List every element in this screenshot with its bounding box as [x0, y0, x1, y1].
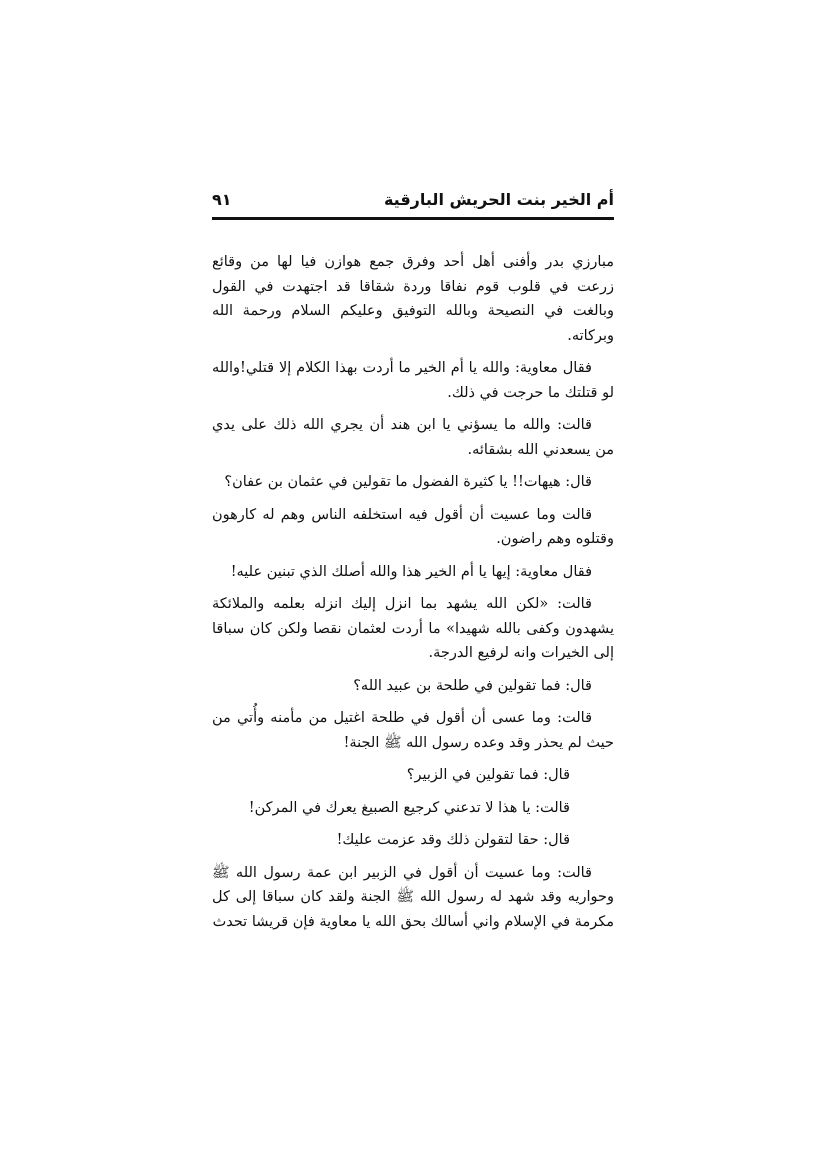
paragraph: قال: هيهات!! يا كثيرة الفضول ما تقولين في عثمان بن عفان؟	[224, 474, 592, 490]
running-header	[212, 188, 614, 218]
paragraph: مبارزي بدر وأفنى أهل أحد وفرق جمع هوازن فيا لها من وقائع زرعت في قلوب قوم نفاقا وردة شقاقا قد اجتهدت في القول وبالغت في النصيحة وبالله التوفيق وعليكم السلام ورحمة الله وبركاته.	[212, 254, 614, 344]
paragraph: قالت: وما عسيت أن أقول في الزبير ابن عمة رسول الله ﷺ وحواريه وقد شهد له رسول الله ﷺ الجنة ولقد كان سباقا إلى كل مكرمة في الإسلام واني أسالك بحق الله يا معاوية فإن قريشا تحدث	[212, 864, 614, 930]
paragraph: قالت: يا هذا لا تدعني كرجيع الصبيغ يعرك في المركن!	[248, 799, 570, 816]
page-number: ٩١	[212, 190, 232, 209]
paragraph: فقال معاوية: والله يا أم الخير ما أردت بهذا الكلام إلا قتلي!والله لو قتلتك ما حرجت في ذلك.	[212, 360, 614, 401]
paragraph: فقال معاوية: إيها يا أم الخير هذا والله أصلك الذي تبنين عليه!	[230, 563, 592, 580]
paragraph: قال: فما تقولين في طلحة بن عبيد الله؟	[353, 677, 592, 694]
paragraph: قالت: والله ما يسؤني يا ابن هند أن يجري الله ذلك على يدي من يسعدني الله بشقائه.	[212, 417, 614, 458]
page-body	[212, 250, 614, 942]
paragraph: قال: فما تقولين في الزبير؟	[406, 767, 570, 783]
paragraph: قال: حقا لتقولن ذلك وقد عزمت عليك!	[336, 832, 570, 848]
paragraph: قالت وما عسيت أن أقول فيه استخلفه الناس وهم له كارهون وقتلوه وهم راضون.	[212, 506, 614, 547]
chapter-title: أم الخير بنت الحريش البارقية	[383, 190, 614, 209]
paragraph: قالت: وما عسى أن أقول في طلحة اغتيل من مأمنه وأُتي من حيث لم يحذر وقد وعده رسول الله ﷺ الجنة!	[212, 710, 614, 751]
header-divider	[212, 217, 614, 220]
paragraph: قالت: «لكن الله يشهد بما انزل إليك انزله بعلمه والملائكة يشهدون وكفى بالله شهيدا» ما أردت لعثمان نقصا ولكن كان سباقا إلى الخيرات وانه لرفيع الدرجة.	[212, 596, 614, 661]
